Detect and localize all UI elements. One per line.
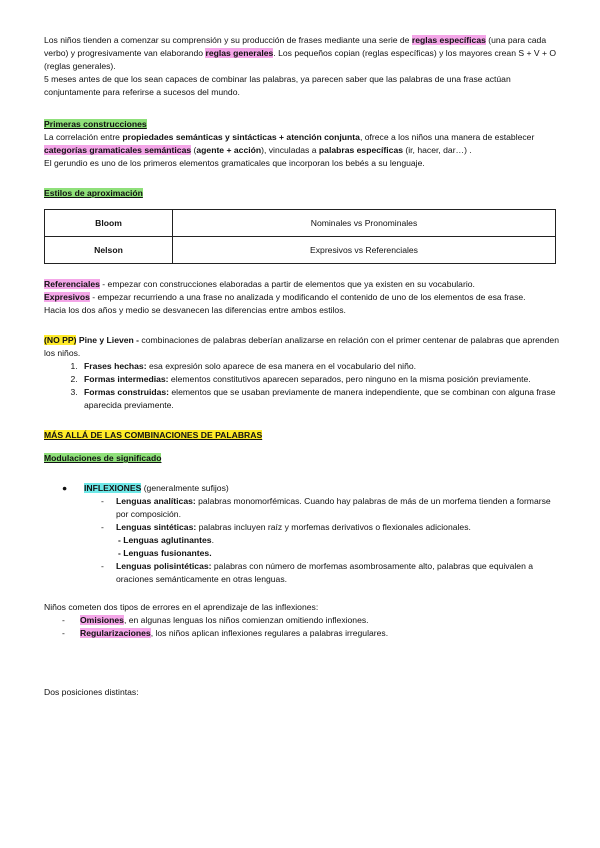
list-item: - Lenguas sintéticas: palabras incluyen raíz y morfemas derivativos o flexionales adicionales. (101, 522, 471, 532)
intro-paragraph-2: 5 meses antes de que los sean capaces de combinar las palabras, ya parecen saber que las palabras de una frase actúan conjuntamente para referirse a sucesos del mundo. (44, 74, 511, 97)
table-cell-desc: Expresivos vs Referenciales (173, 237, 556, 264)
list-item: - Lenguas polisintéticas: palabras con número de morfemas asombrosamente alto, palabras que equivalen a oraciones semánticamente en otras lenguas. (101, 561, 534, 584)
document-page (44, 34, 564, 699)
errores-intro: Niños cometen dos tipos de errores en el aprendizaje de las inflexiones: (44, 602, 319, 612)
intro-paragraph-1: Los niños tienden a comenzar su comprensión y su producción de frases mediante una serie de reglas específicas (una para cada verbo) y progresivamente van elaborando reglas generales. Los pequeños copian (reglas específicas) y los mayores crean S + V + O (reglas generales). (44, 35, 557, 71)
highlight-reglas-generales: reglas generales (205, 48, 274, 58)
pine-list (44, 360, 564, 412)
dash-icon: - (62, 615, 65, 625)
dash-icon: - (101, 522, 104, 532)
list-item: 1. Frases hechas: esa expresión solo aparece de esa manera en el vocabulario del niño. (80, 360, 564, 373)
estilos-paragraph-3: Hacia los dos años y medio se desvanecen las diferencias entre ambos estilos. (44, 305, 346, 315)
highlight-reglas-especificas: reglas específicas (411, 35, 486, 45)
dash-icon: - (101, 496, 104, 506)
estilos-table (44, 209, 556, 264)
dash-icon: - (101, 561, 104, 571)
footer-text: Dos posiciones distintas: (44, 687, 139, 697)
list-item-aglutinantes: - Lenguas aglutinantes. (118, 535, 214, 545)
list-item: - Regularizaciones, los niños aplican inflexiones regulares a palabras irregulares. (62, 628, 389, 638)
heading-modulaciones: Modulaciones de significado (44, 453, 162, 463)
list-item: 3. Formas construidas: elementos que se usaban previamente de manera independiente, que se combinan con alguna frase aparecida previamente. (80, 386, 564, 412)
primeras-paragraph-2: El gerundio es uno de los primeros elementos gramaticales que incorporan los bebés a su lenguaje. (44, 158, 425, 168)
dash-icon: - (62, 628, 65, 638)
table-cell-author: Bloom (45, 210, 173, 237)
bullet-inflexiones: ● INFLEXIONES (generalmente sufijos) (62, 483, 229, 493)
list-item: - Lenguas analíticas: palabras monomorfémicas. Cuando hay palabras de más de un morfema tienden a formarse por composición. (101, 496, 551, 519)
expresivos-paragraph: Expresivos - empezar recurriendo a una frase no analizada y modificando el contenido de uno de los elementos de esa frase. (44, 292, 526, 302)
referenciales-paragraph: Referenciales - empezar con construcciones elaboradas a partir de elementos que ya existen en su vocabulario. (44, 279, 475, 289)
pine-paragraph: (NO PP) Pine y Lieven - combinaciones de palabras deberían analizarse en relación con el primer centenar de palabras que aprenden los niños. (44, 335, 559, 358)
heading-primeras-construcciones: Primeras construcciones (44, 119, 147, 129)
table-cell-desc: Nominales vs Pronominales (173, 210, 556, 237)
list-item-fusionantes: - Lenguas fusionantes. (118, 548, 212, 558)
heading-mas-alla: MÁS ALLÁ DE LAS COMBINACIONES DE PALABRAS (44, 430, 263, 440)
table-cell-author: Nelson (45, 237, 173, 264)
list-item: - Omisiones, en algunas lenguas los niños comienzan omitiendo inflexiones. (62, 615, 369, 625)
table-row (45, 210, 556, 237)
primeras-paragraph-1: La correlación entre propiedades semánticas y sintácticas + atención conjunta, ofrece a los niños una manera de establecer categorías gramaticales semánticas (agente + acción), vinculadas a palabras específicas (ir, hacer, dar…) . (44, 132, 535, 155)
table-row (45, 237, 556, 264)
heading-estilos: Estilos de aproximación (44, 188, 143, 198)
list-item: 2. Formas intermedias: elementos constitutivos aparecen separados, pero ninguno en la misma posición previamente. (80, 373, 564, 386)
bullet-dot-icon: ● (62, 483, 68, 493)
